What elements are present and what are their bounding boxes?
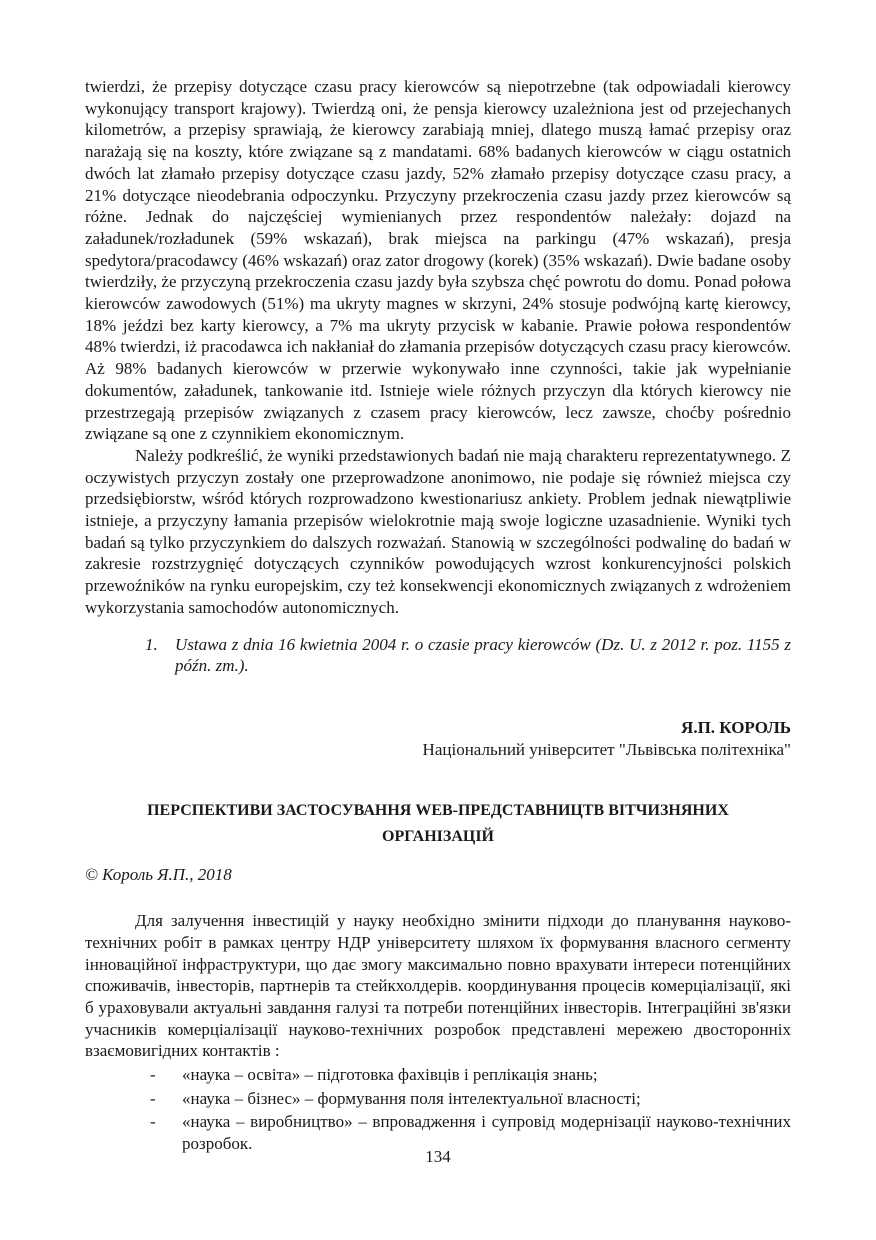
list-item-marker: - [150,1088,156,1108]
reference-text: Ustawa z dnia 16 kwietnia 2004 r. o czasie pracy kierowców (Dz. U. z 2012 r. poz. 1155 z późn. zm.). [175,634,791,676]
author-name: Я.П. КОРОЛЬ [681,717,791,737]
article-title-line-1: ПЕРСПЕКТИВИ ЗАСТОСУВАННЯ WEB-ПРЕДСТАВНИЦТВ ВІТЧИЗНЯНИХ [147,802,729,820]
page-number: 134 [425,1147,451,1166]
polish-paragraph-1: twierdzi, że przepisy dotyczące czasu pracy kierowców są niepotrzebne (tak odpowiadali kierowcy wykonujący transport krajowy). Twierdzą oni, że pensja kierowcy uzależniona jest od przejechanych kilometrów, a przepisy sprawiają, że kierowcy zarabiają mniej, dlatego muszą łamać przepisy oraz narażają się na koszty, które związane są z mandatami. 68% badanych kierowców w ciągu ostatnich dwóch lat złamało przepisy dotyczące czasu jazdy, 52% złamało przepisy dotyczące czasu pracy, a 21% dotyczące nieodebrania odpoczynku. Przyczyny przekroczenia czasu jazdy przez kierowców są różne. Jednak do najczęściej wymienianych przez respondentów należały: dojazd na załadunek/rozładunek (59% wskazań), brak miejsca na parkingu (47% wskazań), presja spedytora/pracodawcy (46% wskazań) oraz zator drogowy (korek) (35% wskazań). Dwie badane osoby twierdziły, że przyczyną przekroczenia czasu jazdy była szybsza chęć powrotu do domu. Ponad połowa kierowców zawodowych (51%) ma ukryty magnes w skrzyni, 24% stosuje podwójną kartę kierowcy, 18% jeździ bez karty kierowcy, a 7% ma ukryty przycisk w kabanie. Prawie połowa respondentów 48% twierdzi, iż pracodawca ich nakłaniał do złamania przepisów dotyczących czasu pracy kierowców. Aż 98% badanych kierowców w przerwie wykonywało inne czynności, takie jak wypełnianie dokumentów, załadunek, tankowanie itd. Istnieje wiele różnych przyczyn dla których kierowcy nie przestrzegają przepisów związanych z czasem pracy kierowców, lecz zawsze, choćby pośrednio związane są one z czynnikiem ekonomicznym. [85,77,791,444]
list-item [150,1064,791,1086]
author-block [85,717,791,760]
list-item-text: «наука – виробництво» – впровадження і супровід модернізації науково-технічних розробок. [182,1112,791,1154]
article-title-line-2: ОРГАНІЗАЦІЙ [382,828,494,846]
article-title [85,798,791,850]
polish-paragraph-2: Należy podkreślić, że wyniki przedstawionych badań nie mają charakteru reprezentatywnego. Z oczywistych przyczyn zostały one przeprowadzone anonimowo, nie podaje się również miejsca czy przedsiębiorstw, wśród których rozprowadzono kwestionariusz ankiety. Problem jednak niewątpliwie istnieje, a przyczyny łamania przepisów wielokrotnie mają swoje logiczne uzasadnienie. Wyniki tych badań są tylko przyczynkiem do dalszych rozważań. Stanowią w szczególności podwalinę do badań w zakresie rozstrzygnięć dotyczących czynników powodujących wzrost konkurencyjności polskich przewoźników na rynku europejskim, czy też konsekwencji ekonomicznych związanych z wdrożeniem wykorzystania samochodów autonomicznych. [85,445,791,617]
dash-list [150,1064,791,1155]
list-item-text: «наука – бізнес» – формування поля інтелектуальної власності; [182,1088,641,1108]
reference-list [145,634,791,677]
list-item-marker: - [150,1112,156,1132]
reference-item [145,634,791,677]
list-item-text: «наука – освіта» – підготовка фахівців і реплікація знань; [182,1065,598,1085]
reference-number: 1. [145,634,158,654]
list-item-marker: - [150,1065,156,1085]
copyright-line: © Король Я.П., 2018 [85,865,232,885]
page-content [85,76,791,1155]
ukrainian-intro-paragraph: Для залучення інвестицій у науку необхідно змінити підходи до планування науково-технічних робіт в рамках центру НДР університету шляхом їх формування власного сегменту інноваційної інфраструктури, що дає змогу максимально повно врахувати інтереси потенційних споживачів, інвесторів, партнерів та стейкхолдерів. координування процесів комерціалізації, які б ураховували актуальні завдання галузі та потреби потенційних інвесторів. Інтеграційні зв'язки учасників комерціалізації науково-технічних розробок представлені мережею двосторонніх взаємовигідних контактів : [85,911,791,1061]
author-affiliation: Національний університет "Львівська політехніка" [422,739,791,759]
page-footer [0,1146,876,1168]
list-item [150,1088,791,1110]
